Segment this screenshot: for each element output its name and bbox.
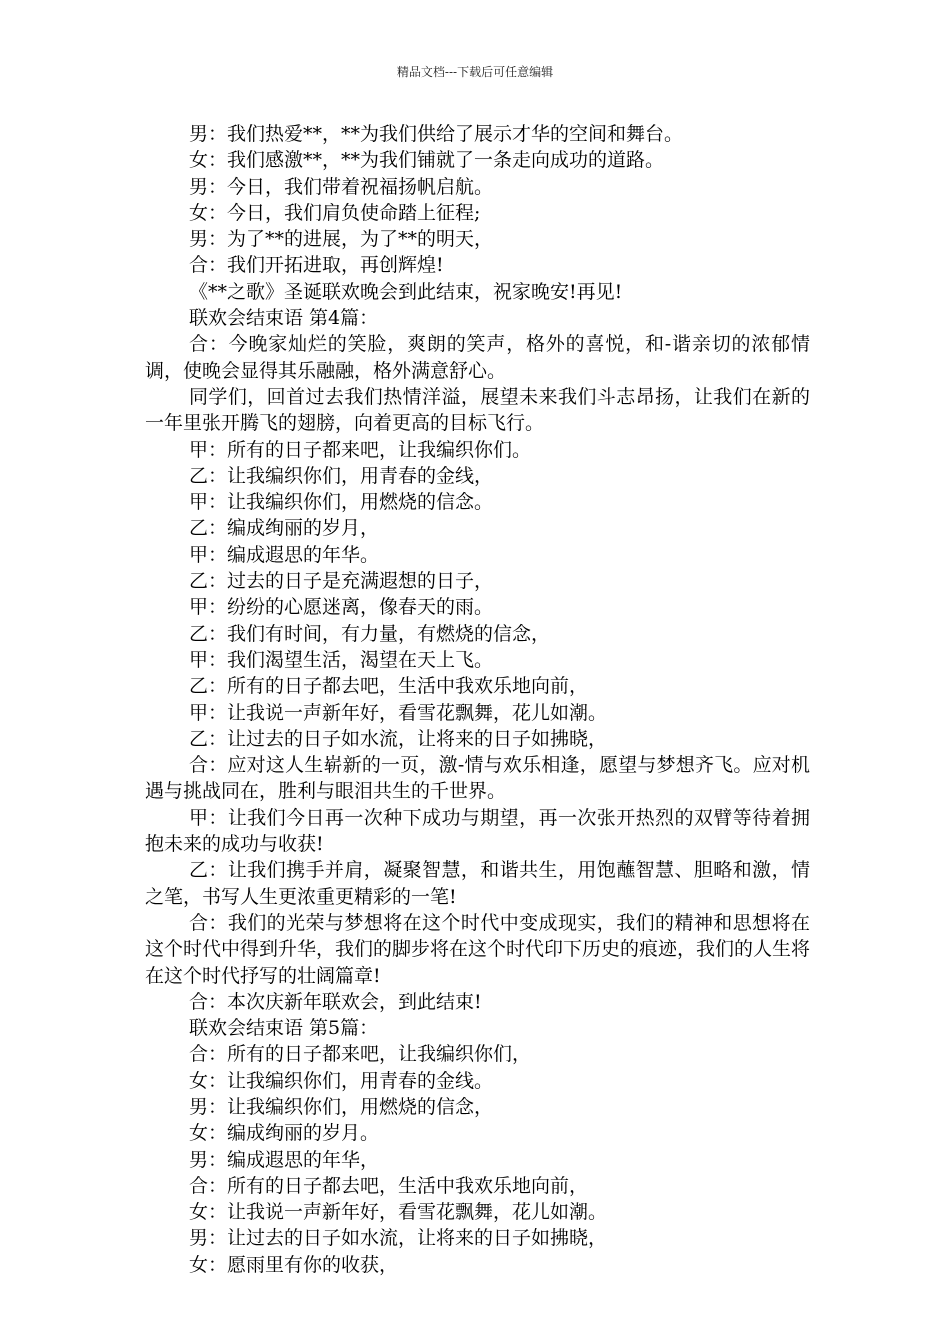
paragraph: 男：为了**的进展，为了**的明天， [189,228,494,251]
paragraph: 女：今日，我们肩负使命踏上征程; [189,201,481,224]
paragraph: 《**之歌》圣诞联欢晚会到此结束，祝家晚安!再见! [189,280,623,303]
paragraph: 甲：我们渴望生活，渴望在天上飞。 [189,648,494,671]
paragraph: 乙：让过去的日子如水流，让将来的日子如拂晓， [189,727,608,750]
paragraph: 女：愿雨里有你的收获， [189,1253,399,1276]
paragraph: 女：让我说一声新年好，看雪花飘舞，花儿如潮。 [189,1201,608,1224]
paragraph: 女：编成绚丽的岁月。 [189,1122,380,1145]
paragraph: 乙：过去的日子是充满遐想的日子， [189,570,494,593]
paragraph: 合：今晚家灿烂的笑脸，爽朗的笑声，格外的喜悦，和-谐亲切的浓郁情调，使晚会显得其乐融融，格外满意舒心。 [145,333,810,382]
paragraph: 合：所有的日子都来吧，让我编织你们， [189,1043,532,1066]
paragraph: 甲：编成遐思的年华。 [189,543,380,566]
paragraph: 乙：我们有时间，有力量，有燃烧的信念， [189,622,551,645]
paragraph: 甲：让我们今日再一次种下成功与期望，再一次张开热烈的双臂等待着拥抱未来的成功与收获! [145,806,810,856]
paragraph: 甲：让我说一声新年好，看雪花飘舞，花儿如潮。 [189,701,608,724]
paragraph: 联欢会结束语 第4篇： [189,307,379,330]
paragraph: 乙：编成绚丽的岁月， [189,517,380,540]
paragraph: 男：编成遐思的年华， [189,1148,380,1171]
paragraph: 男：让过去的日子如水流，让将来的日子如拂晓， [189,1227,608,1250]
paragraph: 女：让我编织你们，用青春的金线。 [189,1069,494,1092]
paragraph: 乙：让我编织你们，用青春的金线， [189,464,494,487]
paragraph: 男：今日，我们带着祝福扬帆启航。 [189,175,494,198]
paragraph: 同学们，回首过去我们热情洋溢，展望未来我们斗志昂扬，让我们在新的一年里张开腾飞的翅膀，向着更高的目标飞行。 [145,385,810,435]
paragraph: 合：我们开拓进取，再创辉煌! [189,254,444,277]
paragraph: 甲：所有的日子都来吧，让我编织你们。 [189,438,532,461]
paragraph: 联欢会结束语 第5篇： [189,1017,379,1040]
paragraph: 女：我们感激**，**为我们铺就了一条走向成功的道路。 [189,149,665,172]
paragraph: 合：所有的日子都去吧，生活中我欢乐地向前， [189,1174,589,1197]
document-body [145,121,810,1278]
paragraph: 乙：让我们携手并肩，凝聚智慧，和谐共生，用饱蘸智慧、胆略和激，情之笔，书写人生更浓重更精彩的一笔! [145,859,810,908]
paragraph: 男：我们热爱**，**为我们供给了展示才华的空间和舞台。 [189,123,684,145]
page-header: 精品文档---下载后可任意编辑 [396,65,554,79]
paragraph: 合：本次庆新年联欢会，到此结束! [189,990,482,1013]
paragraph: 甲：让我编织你们，用燃烧的信念。 [189,491,494,514]
paragraph: 合：我们的光荣与梦想将在这个时代中变成现实，我们的精神和思想将在这个时代中得到升华，我们的脚步将在这个时代印下历史的痕迹，我们的人生将在这个时代抒写的壮阔篇章! [145,911,811,987]
paragraph: 乙：所有的日子都去吧，生活中我欢乐地向前， [189,675,589,698]
paragraph: 甲：纷纷的心愿迷离，像春天的雨。 [189,596,494,619]
paragraph: 男：让我编织你们，用燃烧的信念， [189,1095,494,1118]
paragraph: 合：应对这人生崭新的一页，激-情与欢乐相逢，愿望与梦想齐飞。应对机遇与挑战同在，胜利与眼泪共生的千世界。 [145,754,810,803]
